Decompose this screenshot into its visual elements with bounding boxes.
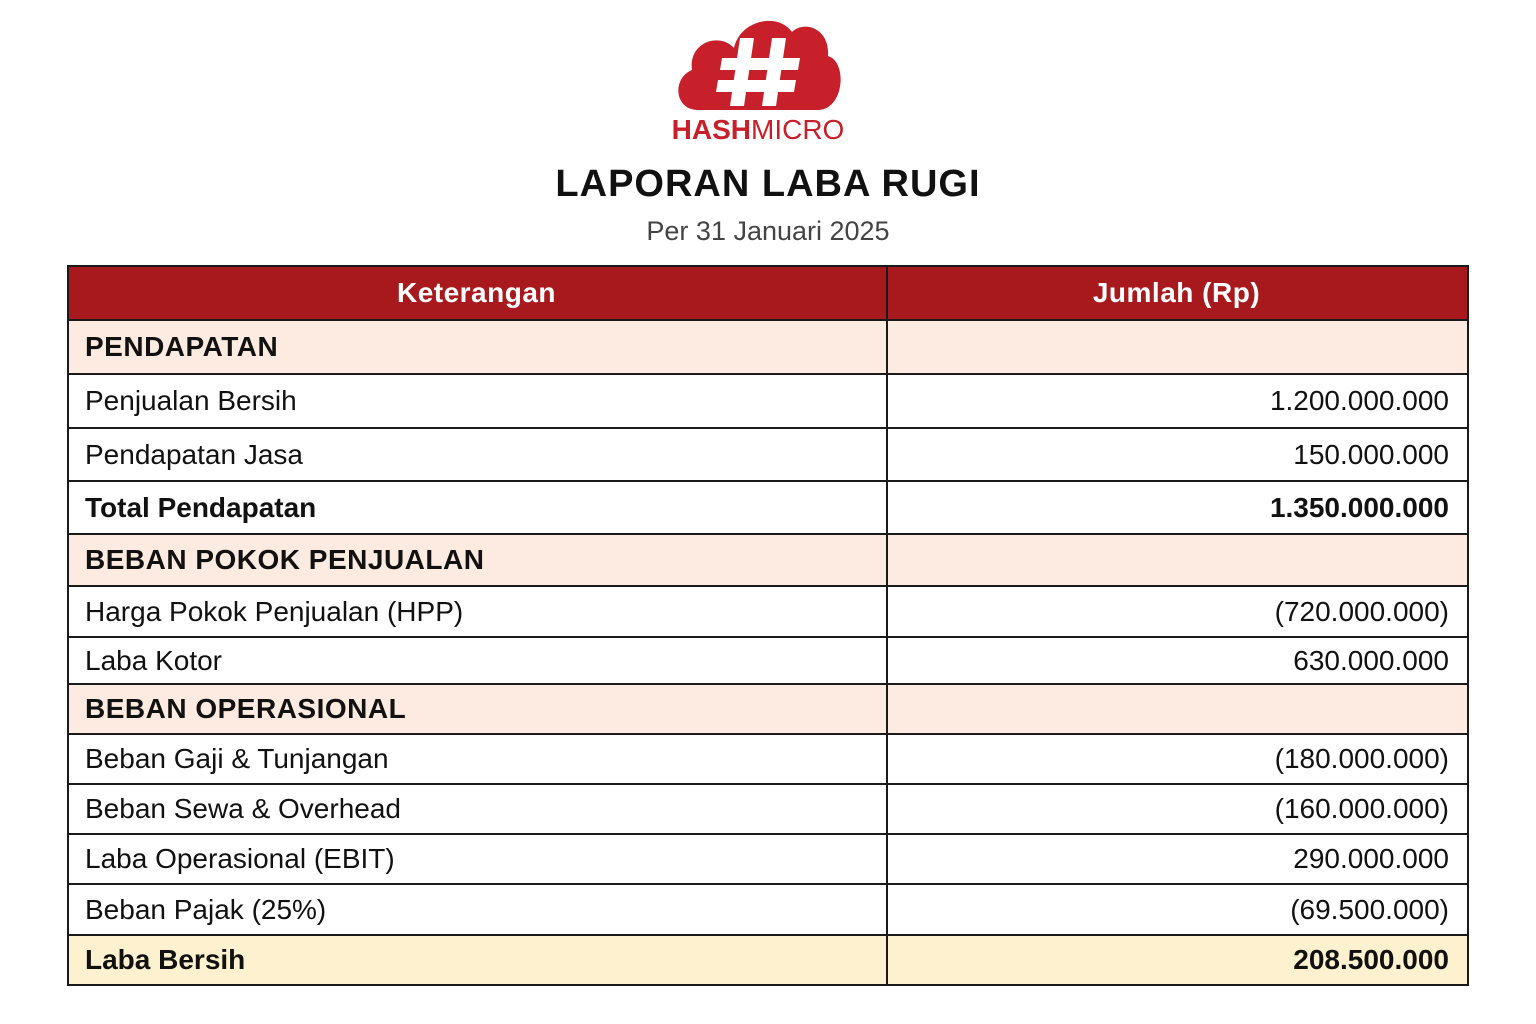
brand-wordmark — [668, 116, 848, 144]
hashtag-cloud-icon — [668, 6, 848, 116]
row-amount: 150.000.000 — [887, 428, 1468, 481]
report-title: LAPORAN LABA RUGI — [555, 163, 981, 205]
table-row — [68, 637, 1468, 684]
report-date: Per 31 Januari 2025 — [646, 216, 890, 246]
row-amount: (720.000.000) — [887, 586, 1468, 637]
section-row — [68, 320, 1468, 374]
total-row — [68, 481, 1468, 534]
header-description: Keterangan — [68, 266, 887, 320]
row-amount — [887, 684, 1468, 734]
row-label: Total Pendapatan — [68, 481, 887, 534]
table-row — [68, 834, 1468, 884]
row-amount: 1.200.000.000 — [887, 374, 1468, 428]
row-label: Laba Bersih — [68, 935, 887, 985]
row-label: BEBAN POKOK PENJUALAN — [68, 534, 887, 586]
row-amount: 208.500.000 — [887, 935, 1468, 985]
row-label: Pendapatan Jasa — [68, 428, 887, 481]
table-row — [68, 374, 1468, 428]
row-amount: (69.500.000) — [887, 884, 1468, 935]
table-row — [68, 428, 1468, 481]
row-label: PENDAPATAN — [68, 320, 887, 374]
company-logo — [668, 6, 868, 156]
row-label: Laba Operasional (EBIT) — [68, 834, 887, 884]
table-row — [68, 884, 1468, 935]
brand-name-light: MICRO — [751, 114, 845, 145]
table-row — [68, 586, 1468, 637]
row-label: BEBAN OPERASIONAL — [68, 684, 887, 734]
row-label: Beban Sewa & Overhead — [68, 784, 887, 834]
income-statement-table — [67, 265, 1469, 986]
table-row — [68, 734, 1468, 784]
net-profit-row — [68, 935, 1468, 985]
row-label: Penjualan Bersih — [68, 374, 887, 428]
row-amount: 1.350.000.000 — [887, 481, 1468, 534]
row-amount: 290.000.000 — [887, 834, 1468, 884]
table-body — [68, 320, 1468, 985]
row-amount: (160.000.000) — [887, 784, 1468, 834]
row-amount: (180.000.000) — [887, 734, 1468, 784]
section-row — [68, 534, 1468, 586]
row-label: Beban Gaji & Tunjangan — [68, 734, 887, 784]
table-row — [68, 784, 1468, 834]
table-header-row — [68, 266, 1468, 320]
row-amount — [887, 320, 1468, 374]
brand-name-bold: HASH — [671, 114, 751, 145]
row-amount — [887, 534, 1468, 586]
row-label: Laba Kotor — [68, 637, 887, 684]
section-row — [68, 684, 1468, 734]
row-amount: 630.000.000 — [887, 637, 1468, 684]
row-label: Harga Pokok Penjualan (HPP) — [68, 586, 887, 637]
header-amount: Jumlah (Rp) — [887, 266, 1468, 320]
row-label: Beban Pajak (25%) — [68, 884, 887, 935]
